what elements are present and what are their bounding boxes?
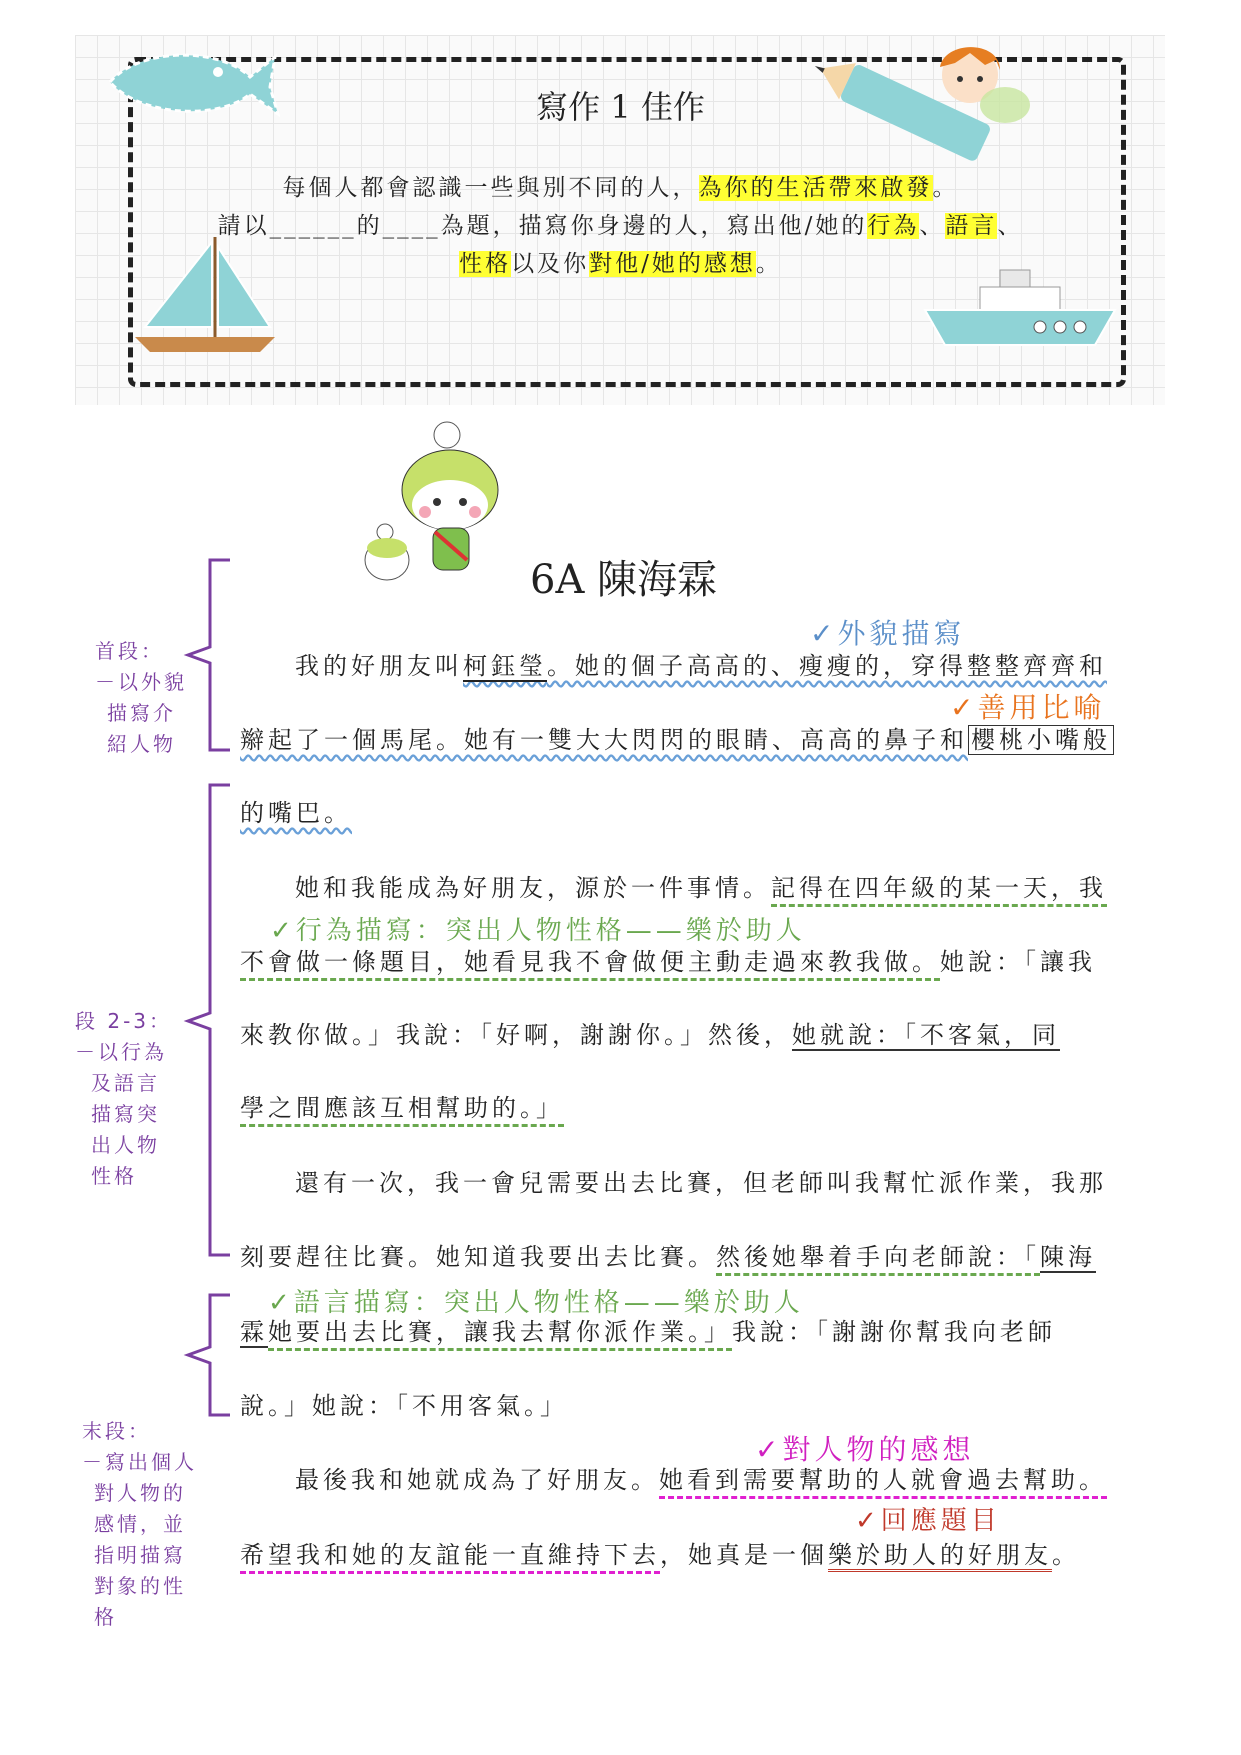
teacher-note-feelings: ✓對人物的感想 xyxy=(755,1433,975,1466)
prompt-line-1: 每個人都會認識一些與別不同的人，為你的生活帶來啟發。 xyxy=(282,175,959,201)
teacher-note-appearance: ✓外貌描寫 xyxy=(810,617,966,650)
essay-p3-line-2: 刻要趕往比賽。她知道我要出去比賽。然後她舉着手向老師說：「陳海 xyxy=(240,1237,1096,1272)
essay-p1-line-1: 我的好朋友叫柯鈺瑩。她的個子高高的、瘦瘦的，穿得整整齊齊和 xyxy=(295,652,1107,680)
essay-p4-line-2: 希望我和她的友誼能一直維持下去，她真是一個樂於助人的好朋友。 xyxy=(240,1535,1080,1570)
essay-p2-line-1: 她和我能成為好朋友，源於一件事情。記得在四年級的某一天，我 xyxy=(295,868,1107,903)
essay-p3-line-1: 還有一次，我一會兒需要出去比賽，但老師叫我幫忙派作業，我那 xyxy=(295,1169,1107,1197)
teacher-note-behaviour: ✓行為描寫：突出人物性格——樂於助人 xyxy=(270,916,806,946)
side-note-last-paragraph: 末段： －寫出個人 對人物的 感情，並 指明描寫 對象的性 格 xyxy=(82,1419,197,1629)
essay-p2-line-4: 學之間應該互相幫助的。」 xyxy=(240,1088,564,1123)
essay-p1-line-3: 的嘴巴。 xyxy=(240,799,352,827)
worksheet-title: 寫作 1 佳作 xyxy=(536,88,705,126)
side-note-first-paragraph: 首段： －以外貌 描寫介 紹人物 xyxy=(95,639,187,756)
essay-p1-line-2: 辮起了一個馬尾。她有一雙大大閃閃的眼睛、高高的鼻子和 櫻桃小嘴般 xyxy=(240,720,1114,755)
essay-p2-line-3: 來教你做。」我說：「好啊，謝謝你。」然後，她就說：「不客氣，同 xyxy=(240,1021,1060,1049)
essay-p4-line-1: 最後我和她就成為了好朋友。她看到需要幫助的人就會過去幫助。 xyxy=(295,1460,1107,1495)
essay-p3-line-4: 說。」她說：「不用客氣。」 xyxy=(240,1392,568,1420)
essay-p2-line-2: 不會做一條題目，她看見我不會做便主動走過來教我做。她說：「讓我 xyxy=(240,942,1096,977)
side-note-middle-paragraphs: 段 2-3： －以行為 及語言 描寫突 出人物 性格 xyxy=(75,1009,173,1188)
mascot-characters-icon xyxy=(355,420,530,590)
teacher-note-title-response: ✓回應題目 xyxy=(855,1506,1001,1536)
prompt-line-3: 性格以及你對他/她的感想。 xyxy=(459,251,782,277)
prompt-line-2: 請以______的____為題，描寫你身邊的人，寫出他/她的行為、語言、 xyxy=(217,213,1024,239)
essay-p3-line-3: 霖她要出去比賽，讓我去幫你派作業。」我說：「謝謝你幫我向老師 xyxy=(240,1312,1056,1347)
author-name: 6A 陳海霖 xyxy=(530,557,718,603)
teacher-note-speech: ✓語言描寫：突出人物性格——樂於助人 xyxy=(268,1288,804,1318)
teacher-note-metaphor: ✓善用比喻 xyxy=(950,691,1106,724)
